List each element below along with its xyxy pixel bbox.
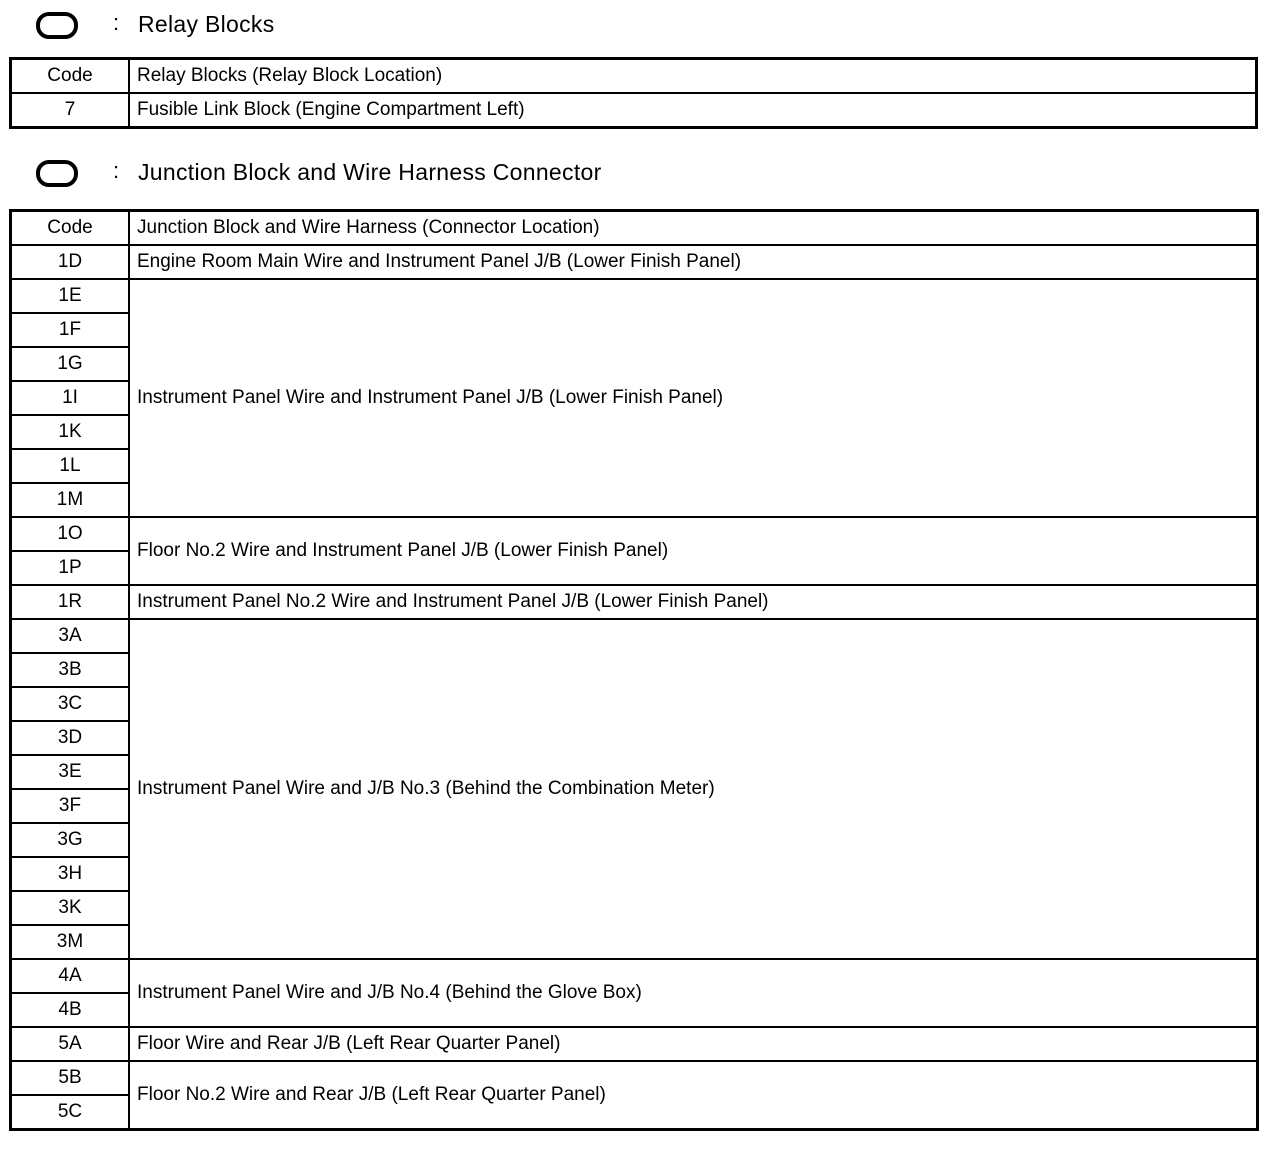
code-cell: 4A (11, 959, 130, 993)
table-row (11, 93, 1257, 128)
location-cell: Instrument Panel Wire and J/B No.3 (Behind the Combination Meter) (129, 619, 1258, 959)
code-cell: 1P (11, 551, 130, 585)
code-cell: 1L (11, 449, 130, 483)
location-cell: Fusible Link Block (Engine Compartment Left) (129, 93, 1257, 128)
location-cell: Floor No.2 Wire and Instrument Panel J/B (Lower Finish Panel) (129, 517, 1258, 585)
code-cell: 5C (11, 1095, 130, 1130)
junction-block-table (9, 209, 1259, 1131)
code-cell: 5B (11, 1061, 130, 1095)
relay-blocks-legend (0, 6, 1280, 46)
code-cell: 3C (11, 687, 130, 721)
table-row (11, 959, 1258, 993)
code-cell: 1E (11, 279, 130, 313)
code-cell: 1M (11, 483, 130, 517)
location-cell: Floor No.2 Wire and Rear J/B (Left Rear Quarter Panel) (129, 1061, 1258, 1130)
code-cell: 7 (11, 93, 130, 128)
relay-blocks-table (9, 57, 1258, 129)
code-header: Code (11, 211, 130, 246)
table-row (11, 517, 1258, 551)
location-cell: Instrument Panel Wire and Instrument Panel J/B (Lower Finish Panel) (129, 279, 1258, 517)
table-header-row (11, 59, 1257, 94)
location-cell: Instrument Panel No.2 Wire and Instrument Panel J/B (Lower Finish Panel) (129, 585, 1258, 619)
legend-colon: : (113, 10, 120, 35)
code-cell: 1D (11, 245, 130, 279)
table-row (11, 1061, 1258, 1095)
junction-block-legend (0, 155, 1280, 195)
junction-block-title: Junction Block and Wire Harness Connector (138, 159, 602, 185)
code-cell: 3A (11, 619, 130, 653)
table-header-row (11, 211, 1258, 246)
code-cell: 3F (11, 789, 130, 823)
location-header: Junction Block and Wire Harness (Connector Location) (129, 211, 1258, 246)
code-cell: 3B (11, 653, 130, 687)
table-row (11, 245, 1258, 279)
code-cell: 4B (11, 993, 130, 1027)
code-cell: 1F (11, 313, 130, 347)
code-cell: 1O (11, 517, 130, 551)
code-cell: 1I (11, 381, 130, 415)
code-cell: 3G (11, 823, 130, 857)
table-row (11, 279, 1258, 313)
code-cell: 3E (11, 755, 130, 789)
code-cell: 1G (11, 347, 130, 381)
location-cell: Engine Room Main Wire and Instrument Panel J/B (Lower Finish Panel) (129, 245, 1258, 279)
table-row (11, 619, 1258, 653)
code-cell: 5A (11, 1027, 130, 1061)
code-cell: 3K (11, 891, 130, 925)
legend-colon: : (113, 158, 120, 183)
relay-block-symbol-icon (36, 12, 78, 39)
location-cell: Instrument Panel Wire and J/B No.4 (Behind the Glove Box) (129, 959, 1258, 1027)
table-row (11, 585, 1258, 619)
code-cell: 3M (11, 925, 130, 959)
relay-blocks-title: Relay Blocks (138, 11, 275, 37)
code-cell: 1K (11, 415, 130, 449)
code-cell: 1R (11, 585, 130, 619)
junction-block-symbol-icon (36, 160, 78, 187)
code-header: Code (11, 59, 130, 94)
location-cell: Floor Wire and Rear J/B (Left Rear Quarter Panel) (129, 1027, 1258, 1061)
table-row (11, 1027, 1258, 1061)
location-header: Relay Blocks (Relay Block Location) (129, 59, 1257, 94)
code-cell: 3D (11, 721, 130, 755)
code-cell: 3H (11, 857, 130, 891)
